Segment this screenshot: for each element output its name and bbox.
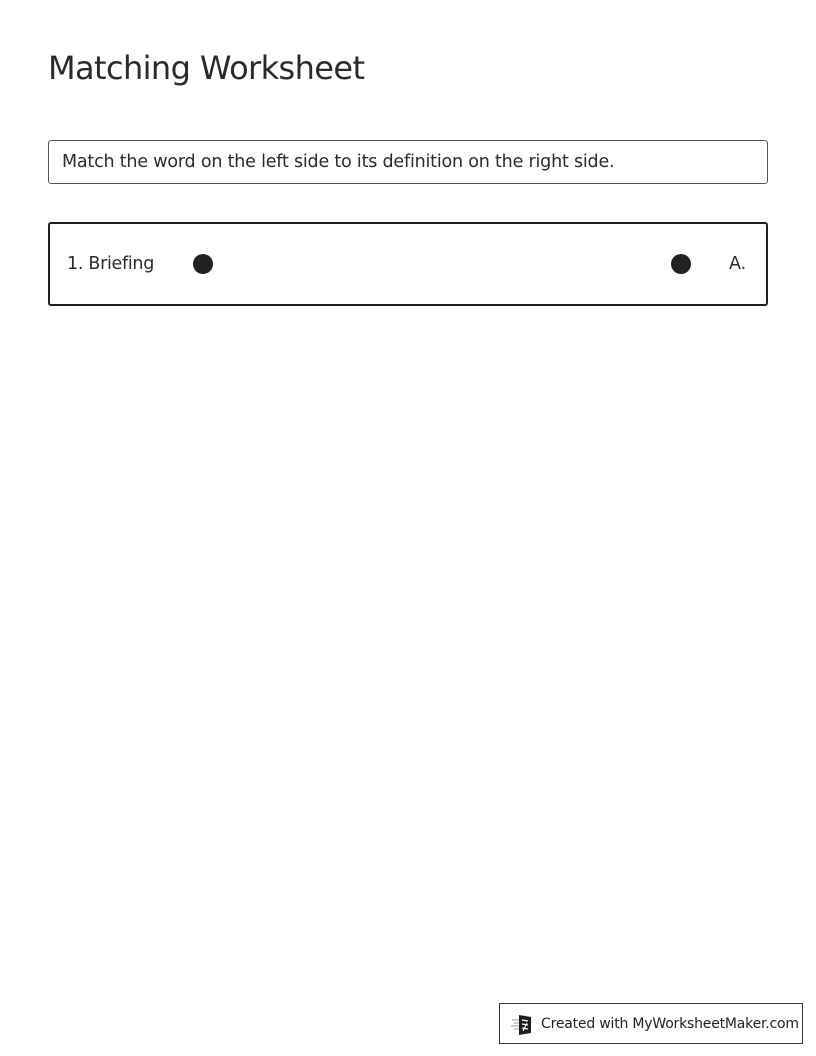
- definition-label: A.: [729, 254, 747, 274]
- right-connector-dot[interactable]: [671, 254, 691, 274]
- matching-box: [48, 222, 768, 306]
- instructions-box: [48, 140, 768, 184]
- instructions-text: Match the word on the left side to its definition on the right side.: [62, 152, 615, 172]
- footer-credit-badge[interactable]: [499, 1003, 803, 1044]
- left-connector-dot[interactable]: [193, 254, 213, 274]
- footer-credit-text: Created with MyWorksheetMaker.com: [541, 1015, 799, 1032]
- word-label: 1. Briefing: [67, 254, 155, 274]
- page-title: Matching Worksheet: [48, 49, 365, 87]
- myworksheetmaker-logo-icon: [511, 1012, 535, 1036]
- match-row: [50, 224, 766, 304]
